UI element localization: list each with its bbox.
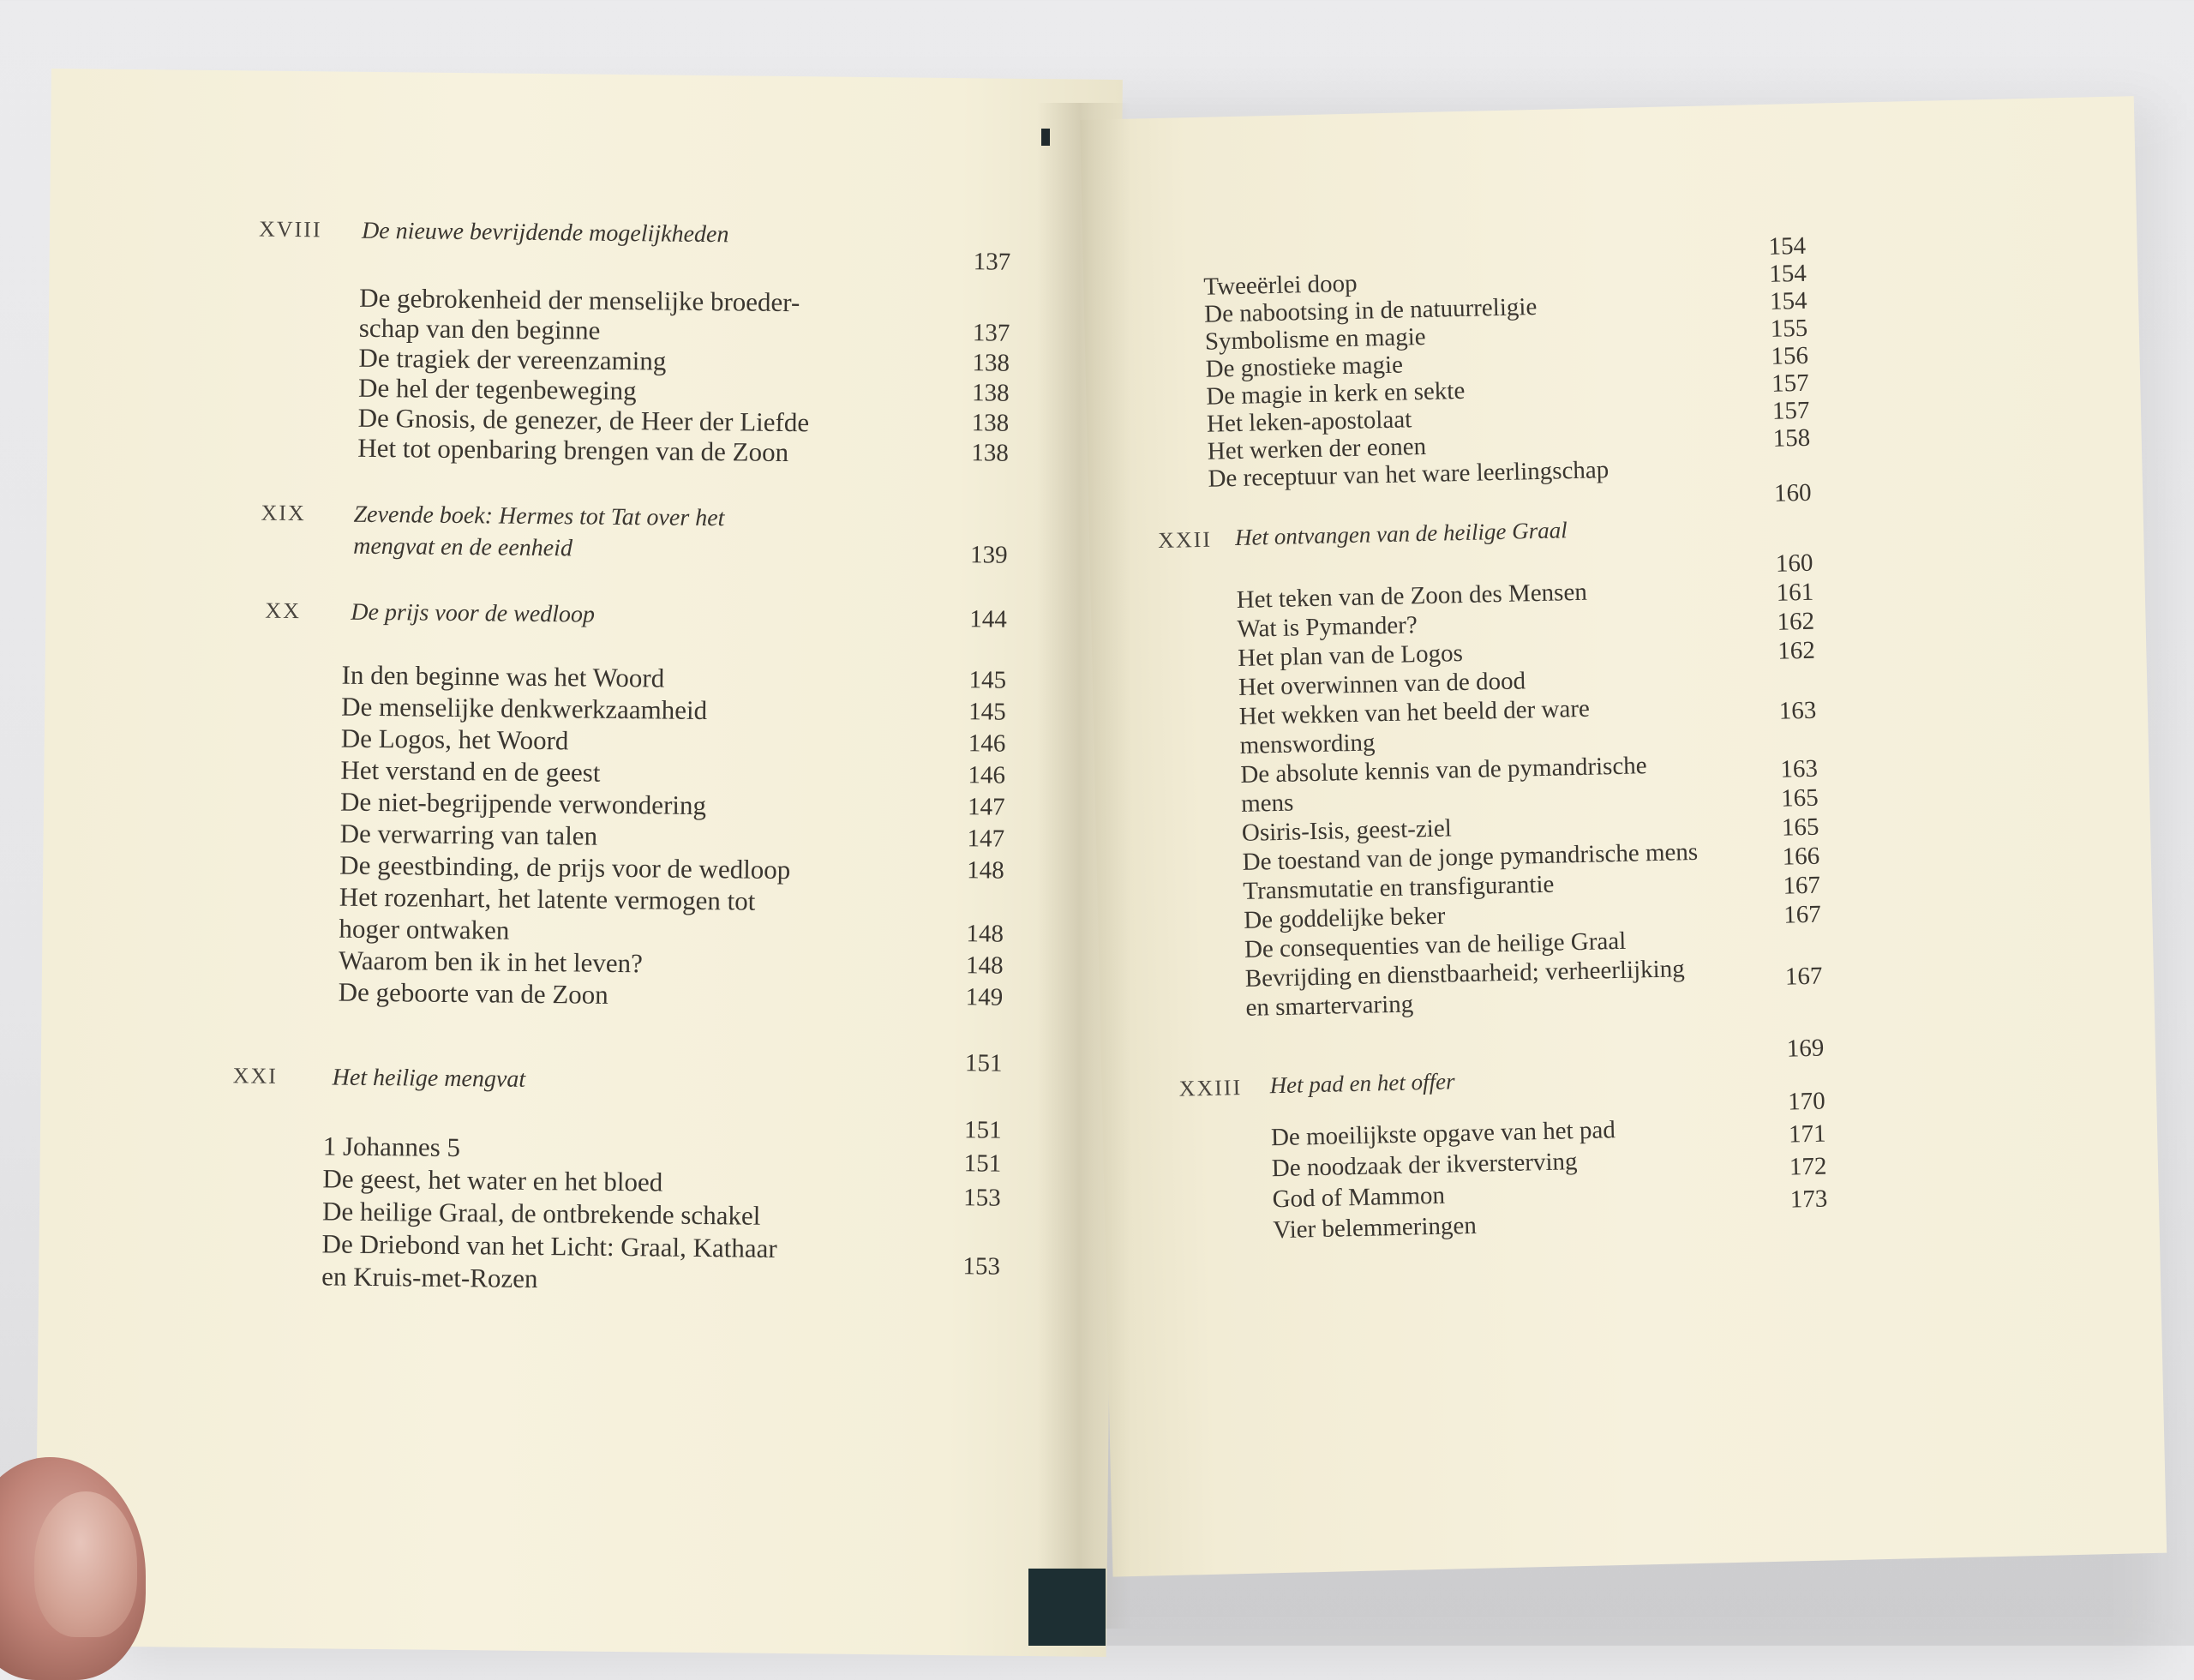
toc-entry: De Logos, het Woord <box>340 723 569 756</box>
toc-entry: Het wekken van het beeld der ware <box>1238 694 1591 730</box>
chapter-title: Het heilige mengvat <box>332 1064 526 1093</box>
toc-entry: De hel der tegenbeweging <box>357 372 637 406</box>
chapter-title: mengvat en de eenheid <box>353 532 573 562</box>
toc-entry: De menselijke denkwerkzaamheid <box>341 691 708 726</box>
chapter-number: XXIII <box>1178 1075 1243 1101</box>
book-spine <box>1041 129 1050 146</box>
page-number: 151 <box>964 1049 1003 1077</box>
book-cover-edge <box>1028 1569 1106 1646</box>
toc-entry: en smartervaring <box>1245 990 1414 1022</box>
toc-entry: Het overwinnen van de dood <box>1238 667 1526 701</box>
toc-entry: Tweeërlei doop <box>1203 269 1358 301</box>
toc-entry: De gebrokenheid der menselijke broeder- <box>359 282 800 318</box>
page-number: 154 <box>1769 286 1807 315</box>
page-number: 138 <box>971 439 1010 467</box>
toc-entry: Transmutatie en transfigurantie <box>1243 870 1555 905</box>
page-number: 160 <box>1773 478 1812 507</box>
page-number: 146 <box>968 761 1006 789</box>
toc-entry: Het verstand en de geest <box>340 754 601 788</box>
toc-entry: Het plan van de Logos <box>1237 639 1464 672</box>
page-number: 148 <box>967 856 1004 885</box>
toc-entry: De geboorte van de Zoon <box>338 976 608 1010</box>
toc-entry: Het rozenhart, het latente vermogen tot <box>339 881 756 916</box>
chapter-number: XXI <box>232 1063 279 1089</box>
page-number: 167 <box>1783 900 1822 929</box>
toc-entry: 1 Johannes 5 <box>322 1131 461 1163</box>
page-number: 149 <box>965 983 1004 1011</box>
page-number: 137 <box>973 248 1011 276</box>
page-number: 145 <box>968 666 1007 694</box>
toc-entry: mens <box>1240 789 1294 818</box>
page-number: 148 <box>966 920 1004 948</box>
page-number: 163 <box>1778 696 1817 725</box>
toc-entry: Het werken der eonen <box>1207 432 1427 465</box>
chapter-title: Het ontvangen van de heilige Graal <box>1234 517 1568 551</box>
chapter-title: De prijs voor de wedloop <box>351 598 596 628</box>
toc-entry: De niet-begrijpende verwondering <box>339 786 707 821</box>
toc-entry: God of Mammon <box>1272 1181 1446 1214</box>
page-number: 171 <box>1788 1119 1826 1149</box>
toc-entry: menswording <box>1239 729 1376 759</box>
toc-entry: De moeilijkste opgave van het pad <box>1270 1116 1616 1152</box>
page-number: 137 <box>972 319 1010 347</box>
toc-entry: Vier belemmeringen <box>1273 1211 1478 1245</box>
chapter-number: XIX <box>261 500 306 526</box>
page-number: 170 <box>1787 1087 1826 1116</box>
toc-entry: Bevrijding en dienstbaarheid; verheerlijking <box>1244 955 1685 993</box>
toc-entry: Het teken van de Zoon des Mensen <box>1236 578 1588 614</box>
page-number: 138 <box>971 409 1010 437</box>
page-number: 160 <box>1775 549 1813 578</box>
page-number: 161 <box>1776 578 1814 607</box>
toc-entry: De Driebond van het Licht: Graal, Kathaar <box>321 1228 777 1263</box>
page-number: 158 <box>1772 423 1811 453</box>
left-page <box>35 69 1123 1657</box>
page-number: 165 <box>1780 783 1819 813</box>
page-number: 167 <box>1783 871 1821 900</box>
page-number: 167 <box>1784 962 1823 991</box>
page-number: 144 <box>969 605 1007 633</box>
page-number: 139 <box>969 541 1008 569</box>
toc-entry: De geestbinding, de prijs voor de wedloop <box>339 849 791 885</box>
right-page <box>1080 96 2167 1576</box>
toc-entry: Symbolisme en magie <box>1204 322 1426 356</box>
toc-entry: hoger ontwaken <box>339 913 510 945</box>
chapter-number: XVIII <box>258 216 322 243</box>
toc-entry: De receptuur van het ware leerlingschap <box>1208 456 1610 493</box>
toc-entry: De magie in kerk en sekte <box>1205 376 1466 411</box>
toc-entry: De noodzaak der ikversterving <box>1271 1148 1578 1183</box>
page-number: 157 <box>1771 396 1810 425</box>
page-number: 163 <box>1780 754 1819 783</box>
toc-entry: De consequenties van de heilige Graal <box>1244 927 1627 963</box>
toc-entry: De goddelijke beker <box>1243 902 1446 934</box>
toc-entry: De verwarring van talen <box>339 818 598 851</box>
page-number: 166 <box>1782 842 1820 871</box>
book-gutter <box>1037 103 1131 1629</box>
toc-entry: Het tot openbaring brengen van de Zoon <box>357 432 789 468</box>
page-number: 147 <box>967 793 1005 821</box>
toc-entry: Waarom ben ik in het leven? <box>338 945 644 979</box>
toc-entry: De toestand van de jonge pymandrische mens <box>1242 837 1699 876</box>
toc-entry: en Kruis-met-Rozen <box>321 1261 538 1294</box>
page-number: 169 <box>1786 1034 1825 1063</box>
page-number: 146 <box>968 729 1006 758</box>
toc-entry: De absolute kennis van de pymandrische <box>1240 752 1647 789</box>
toc-entry: De geest, het water en het bloed <box>322 1163 663 1197</box>
toc-entry: schap van den beginne <box>358 312 601 345</box>
page-number: 153 <box>962 1252 1001 1281</box>
page-number: 162 <box>1777 636 1816 665</box>
page-number: 154 <box>1768 231 1807 261</box>
toc-entry: Het leken-apostolaat <box>1206 405 1412 438</box>
chapter-title: Het pad en het offer <box>1269 1068 1455 1099</box>
chapter-number: XXII <box>1157 526 1213 554</box>
toc-entry: De nabootsing in de natuurreligie <box>1203 292 1538 328</box>
toc-entry: De tragiek der vereenzaming <box>358 342 667 376</box>
toc-entry: De gnostieke magie <box>1205 351 1404 383</box>
thumbnail <box>34 1491 137 1637</box>
page-number: 151 <box>963 1149 1002 1178</box>
page-number: 153 <box>963 1184 1001 1212</box>
chapter-number: XX <box>265 597 302 624</box>
chapter-title: Zevende boek: Hermes tot Tat over het <box>353 501 725 532</box>
page-number: 154 <box>1768 259 1807 288</box>
toc-entry: In den beginne was het Woord <box>341 659 665 693</box>
page-number: 157 <box>1771 369 1810 398</box>
page-number: 148 <box>965 951 1004 980</box>
toc-entry: De heilige Graal, de ontbrekende schakel <box>321 1196 761 1231</box>
toc-entry: Wat is Pymander? <box>1237 611 1418 643</box>
page-number: 156 <box>1771 341 1809 370</box>
page-number: 155 <box>1770 314 1808 343</box>
page-number: 165 <box>1781 813 1819 842</box>
page-number: 151 <box>963 1116 1002 1144</box>
page-number: 172 <box>1789 1152 1827 1181</box>
page-number: 138 <box>972 349 1010 377</box>
toc-entry: De Gnosis, de genezer, de Heer der Liefde <box>357 402 810 438</box>
page-number: 145 <box>968 698 1006 726</box>
chapter-title: De nieuwe bevrijdende mogelijkheden <box>361 217 729 249</box>
page-number: 173 <box>1789 1185 1828 1214</box>
page-number: 147 <box>967 825 1005 853</box>
toc-entry: Osiris-Isis, geest-ziel <box>1241 814 1453 847</box>
page-number: 162 <box>1777 607 1815 636</box>
page-number: 138 <box>971 379 1010 407</box>
